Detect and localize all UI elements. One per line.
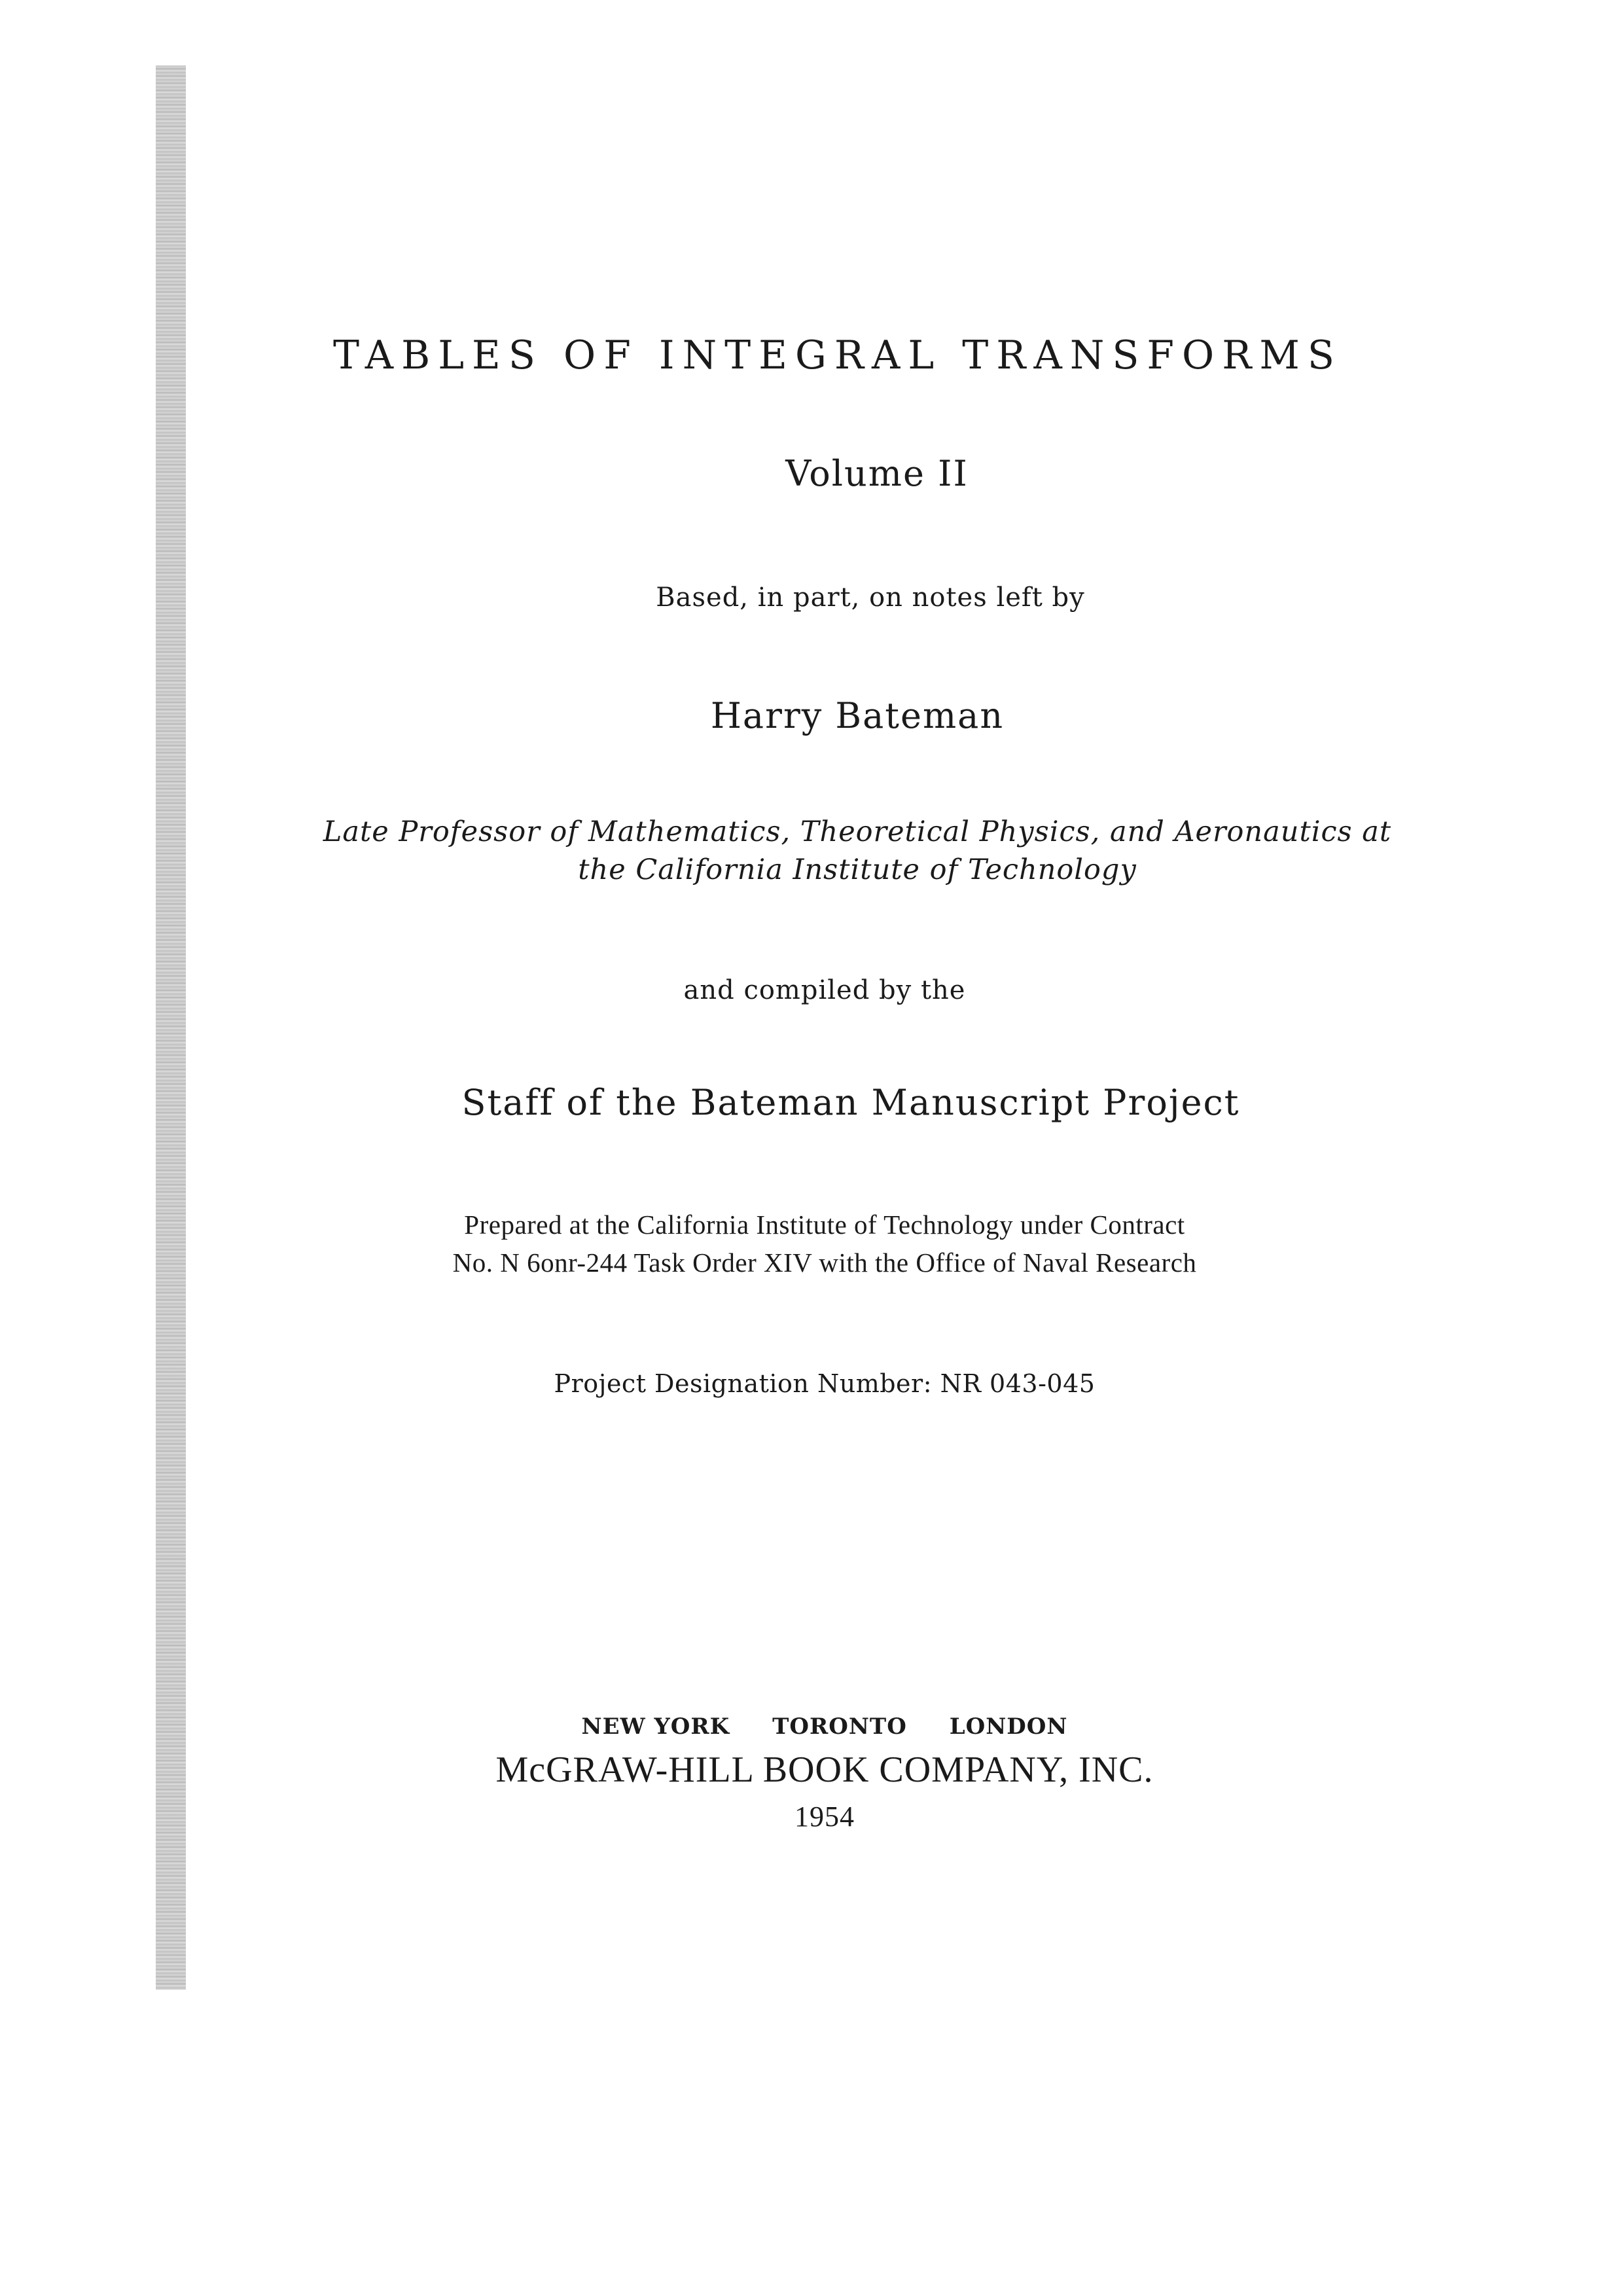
publisher-cities	[0, 1713, 1623, 1740]
compiled-by-text: and compiled by the	[683, 975, 966, 1005]
publication-year: 1954	[794, 1801, 855, 1833]
author-name: Harry Bateman	[710, 695, 1005, 736]
volume-label: Volume II	[785, 453, 969, 494]
prepared-line-2: No. N 6onr-244 Task Order XIV with the Office of Naval Research	[452, 1247, 1197, 1278]
city-london: LONDON	[949, 1713, 1068, 1740]
affiliation-line-1: Late Professor of Mathematics, Theoretical Physics, and Aeronautics at	[323, 816, 1392, 848]
affiliation-line-2: the California Institute of Technology	[578, 853, 1137, 886]
city-new-york: NEW YORK	[581, 1713, 730, 1740]
staff-name: Staff of the Bateman Manuscript Project	[461, 1082, 1240, 1123]
city-toronto: TORONTO	[772, 1713, 907, 1740]
prepared-statement	[0, 1206, 1623, 1282]
author-affiliation	[0, 813, 1623, 889]
based-on-text: Based, in part, on notes left by	[656, 583, 1085, 613]
prepared-line-1: Prepared at the California Institute of Technology under Contract	[464, 1210, 1185, 1240]
publisher-name: McGRAW-HILL BOOK COMPANY, INC.	[495, 1749, 1154, 1790]
book-title: TABLES OF INTEGRAL TRANSFORMS	[333, 332, 1342, 378]
project-designation: Project Designation Number: NR 043-045	[554, 1369, 1096, 1398]
